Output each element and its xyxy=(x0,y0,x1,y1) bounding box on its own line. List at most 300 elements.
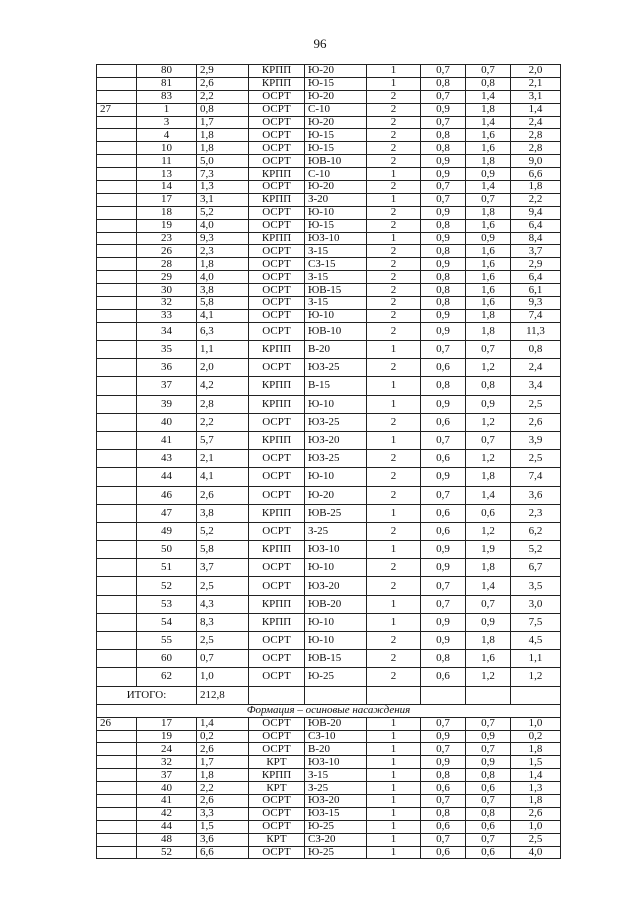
area-cell: 0,8 xyxy=(197,103,249,116)
slope-cell: З-15 xyxy=(305,769,367,782)
plot-number-cell: 35 xyxy=(137,341,197,359)
table-row xyxy=(97,782,561,795)
area-cell: 4,1 xyxy=(197,468,249,486)
site-cell xyxy=(97,782,137,795)
value-3-cell: 4,5 xyxy=(511,632,561,650)
area-cell: 5,2 xyxy=(197,206,249,219)
table-row xyxy=(97,142,561,155)
value-3-cell: 2,5 xyxy=(511,450,561,468)
table-row xyxy=(97,743,561,756)
plot-number-cell: 52 xyxy=(137,846,197,859)
value-2-cell: 0,7 xyxy=(466,65,511,78)
logging-type-cell: КРТ xyxy=(249,782,305,795)
logging-type-cell: ОСРТ xyxy=(249,206,305,219)
area-cell: 4,0 xyxy=(197,271,249,284)
logging-type-cell: КРТ xyxy=(249,833,305,846)
table-row xyxy=(97,632,561,650)
logging-type-cell: ОСРТ xyxy=(249,413,305,431)
table-row xyxy=(97,103,561,116)
area-cell: 1,5 xyxy=(197,820,249,833)
site-cell xyxy=(97,129,137,142)
logging-type-cell: ОСРТ xyxy=(249,743,305,756)
value-1-cell: 0,8 xyxy=(421,271,466,284)
value-2-cell: 0,7 xyxy=(466,833,511,846)
slope-cell: ЮЗ-20 xyxy=(305,577,367,595)
table-row xyxy=(97,450,561,468)
value-3-cell: 2,3 xyxy=(511,504,561,522)
section-heading-row xyxy=(97,704,561,717)
slope-cell: Ю-20 xyxy=(305,90,367,103)
value-1-cell: 0,6 xyxy=(421,668,466,686)
value-2-cell: 1,8 xyxy=(466,103,511,116)
slope-cell: Ю-15 xyxy=(305,129,367,142)
value-2-cell: 1,6 xyxy=(466,142,511,155)
logging-type-cell: ОСРТ xyxy=(249,807,305,820)
table-row xyxy=(97,168,561,181)
area-cell: 1,0 xyxy=(197,668,249,686)
logging-type-cell: КРПП xyxy=(249,613,305,631)
site-cell xyxy=(97,232,137,245)
plot-number-cell: 60 xyxy=(137,650,197,668)
logging-type-cell: ОСРТ xyxy=(249,486,305,504)
category-cell: 1 xyxy=(367,807,421,820)
plot-number-cell: 19 xyxy=(137,219,197,232)
area-cell: 2,1 xyxy=(197,450,249,468)
value-2-cell: 1,4 xyxy=(466,181,511,194)
site-cell xyxy=(97,309,137,322)
site-cell xyxy=(97,769,137,782)
slope-cell: ЮВ-15 xyxy=(305,650,367,668)
plot-number-cell: 30 xyxy=(137,284,197,297)
value-1-cell: 0,9 xyxy=(421,468,466,486)
plot-number-cell: 37 xyxy=(137,769,197,782)
table-row xyxy=(97,322,561,340)
area-cell: 0,7 xyxy=(197,650,249,668)
category-cell: 2 xyxy=(367,322,421,340)
area-cell: 2,5 xyxy=(197,577,249,595)
slope-cell: ЮВ-10 xyxy=(305,322,367,340)
value-1-cell: 0,9 xyxy=(421,206,466,219)
area-cell: 1,8 xyxy=(197,142,249,155)
logging-type-cell: ОСРТ xyxy=(249,90,305,103)
value-3-cell: 7,4 xyxy=(511,309,561,322)
value-1-cell: 0,8 xyxy=(421,129,466,142)
category-cell: 1 xyxy=(367,595,421,613)
category-cell: 1 xyxy=(367,833,421,846)
plot-number-cell: 34 xyxy=(137,322,197,340)
plot-number-cell: 23 xyxy=(137,232,197,245)
category-cell: 2 xyxy=(367,450,421,468)
logging-type-cell: ОСРТ xyxy=(249,155,305,168)
table-row xyxy=(97,559,561,577)
area-cell: 9,3 xyxy=(197,232,249,245)
logging-type-cell: КРПП xyxy=(249,769,305,782)
slope-cell: З-15 xyxy=(305,271,367,284)
table-row xyxy=(97,650,561,668)
value-2-cell: 0,9 xyxy=(466,730,511,743)
value-3-cell: 9,0 xyxy=(511,155,561,168)
value-2-cell: 0,8 xyxy=(466,769,511,782)
value-1-cell: 0,9 xyxy=(421,258,466,271)
table-row xyxy=(97,297,561,310)
table-row xyxy=(97,395,561,413)
value-3-cell: 3,6 xyxy=(511,486,561,504)
value-3-cell: 2,5 xyxy=(511,833,561,846)
value-1-cell: 0,7 xyxy=(421,595,466,613)
value-3-cell: 1,0 xyxy=(511,717,561,730)
value-3-cell: 2,4 xyxy=(511,359,561,377)
slope-cell: Ю-20 xyxy=(305,116,367,129)
section-heading: Формация – осиновые насаждения xyxy=(97,704,561,717)
slope-cell: ЮВ-25 xyxy=(305,504,367,522)
category-cell: 2 xyxy=(367,632,421,650)
site-cell xyxy=(97,794,137,807)
site-cell xyxy=(97,613,137,631)
table-row xyxy=(97,155,561,168)
site-cell xyxy=(97,595,137,613)
site-cell xyxy=(97,206,137,219)
area-cell: 7,3 xyxy=(197,168,249,181)
category-cell: 1 xyxy=(367,504,421,522)
empty-cell xyxy=(511,686,561,704)
value-2-cell: 0,7 xyxy=(466,431,511,449)
total-label: ИТОГО: xyxy=(97,686,197,704)
site-cell xyxy=(97,541,137,559)
category-cell: 2 xyxy=(367,142,421,155)
value-1-cell: 0,9 xyxy=(421,541,466,559)
value-1-cell: 0,6 xyxy=(421,846,466,859)
table-group-2 xyxy=(97,322,561,686)
category-cell: 2 xyxy=(367,155,421,168)
value-1-cell: 0,6 xyxy=(421,782,466,795)
slope-cell: Ю-10 xyxy=(305,309,367,322)
logging-type-cell: ОСРТ xyxy=(249,284,305,297)
value-2-cell: 1,8 xyxy=(466,632,511,650)
logging-type-cell: ОСРТ xyxy=(249,632,305,650)
value-3-cell: 8,4 xyxy=(511,232,561,245)
category-cell: 2 xyxy=(367,103,421,116)
logging-type-cell: ОСРТ xyxy=(249,297,305,310)
value-1-cell: 0,7 xyxy=(421,833,466,846)
site-cell xyxy=(97,377,137,395)
value-2-cell: 1,6 xyxy=(466,271,511,284)
logging-type-cell: КРТ xyxy=(249,756,305,769)
table-row xyxy=(97,504,561,522)
value-1-cell: 0,7 xyxy=(421,116,466,129)
logging-type-cell: ОСРТ xyxy=(249,559,305,577)
area-cell: 5,7 xyxy=(197,431,249,449)
value-2-cell: 1,8 xyxy=(466,322,511,340)
area-cell: 3,6 xyxy=(197,833,249,846)
page-number: 96 xyxy=(313,36,327,51)
slope-cell: СЗ-10 xyxy=(305,730,367,743)
area-cell: 3,7 xyxy=(197,559,249,577)
table-row xyxy=(97,181,561,194)
logging-type-cell: ОСРТ xyxy=(249,116,305,129)
logging-type-cell: ОСРТ xyxy=(249,245,305,258)
table-group-3 xyxy=(97,717,561,859)
value-3-cell: 3,7 xyxy=(511,245,561,258)
table-row xyxy=(97,413,561,431)
plot-number-cell: 46 xyxy=(137,486,197,504)
plot-number-cell: 29 xyxy=(137,271,197,284)
category-cell: 1 xyxy=(367,717,421,730)
value-1-cell: 0,7 xyxy=(421,193,466,206)
value-3-cell: 1,3 xyxy=(511,782,561,795)
plot-number-cell: 49 xyxy=(137,522,197,540)
value-1-cell: 0,9 xyxy=(421,395,466,413)
slope-cell: СЗ-15 xyxy=(305,258,367,271)
value-2-cell: 0,6 xyxy=(466,820,511,833)
value-2-cell: 1,6 xyxy=(466,129,511,142)
logging-type-cell: КРПП xyxy=(249,77,305,90)
site-cell xyxy=(97,271,137,284)
site-cell xyxy=(97,577,137,595)
category-cell: 1 xyxy=(367,541,421,559)
plot-number-cell: 17 xyxy=(137,193,197,206)
plot-number-cell: 18 xyxy=(137,206,197,219)
category-cell: 2 xyxy=(367,219,421,232)
category-cell: 1 xyxy=(367,77,421,90)
forest-plots-table xyxy=(96,64,561,859)
value-2-cell: 1,4 xyxy=(466,90,511,103)
area-cell: 5,0 xyxy=(197,155,249,168)
plot-number-cell: 41 xyxy=(137,431,197,449)
logging-type-cell: ОСРТ xyxy=(249,650,305,668)
category-cell: 2 xyxy=(367,309,421,322)
plot-number-cell: 36 xyxy=(137,359,197,377)
area-cell: 4,3 xyxy=(197,595,249,613)
value-3-cell: 6,6 xyxy=(511,168,561,181)
table-row xyxy=(97,756,561,769)
value-3-cell: 1,8 xyxy=(511,743,561,756)
value-1-cell: 0,8 xyxy=(421,377,466,395)
slope-cell: СЗ-20 xyxy=(305,833,367,846)
site-cell xyxy=(97,245,137,258)
category-cell: 1 xyxy=(367,168,421,181)
value-3-cell: 1,4 xyxy=(511,103,561,116)
value-3-cell: 3,4 xyxy=(511,377,561,395)
value-2-cell: 1,6 xyxy=(466,284,511,297)
table-row xyxy=(97,232,561,245)
logging-type-cell: ОСРТ xyxy=(249,129,305,142)
area-cell: 4,1 xyxy=(197,309,249,322)
table-row xyxy=(97,258,561,271)
table-row xyxy=(97,341,561,359)
slope-cell: ЮЗ-15 xyxy=(305,807,367,820)
area-cell: 1,4 xyxy=(197,717,249,730)
plot-number-cell: 40 xyxy=(137,782,197,795)
value-2-cell: 0,6 xyxy=(466,782,511,795)
plot-number-cell: 33 xyxy=(137,309,197,322)
area-cell: 1,8 xyxy=(197,769,249,782)
value-1-cell: 0,9 xyxy=(421,632,466,650)
area-cell: 2,6 xyxy=(197,794,249,807)
site-cell xyxy=(97,756,137,769)
logging-type-cell: ОСРТ xyxy=(249,271,305,284)
site-cell xyxy=(97,258,137,271)
plot-number-cell: 42 xyxy=(137,807,197,820)
site-cell xyxy=(97,193,137,206)
value-2-cell: 1,9 xyxy=(466,541,511,559)
logging-type-cell: ОСРТ xyxy=(249,846,305,859)
category-cell: 1 xyxy=(367,743,421,756)
value-3-cell: 1,1 xyxy=(511,650,561,668)
value-1-cell: 0,9 xyxy=(421,322,466,340)
logging-type-cell: КРПП xyxy=(249,395,305,413)
value-1-cell: 0,9 xyxy=(421,559,466,577)
area-cell: 6,6 xyxy=(197,846,249,859)
plot-number-cell: 54 xyxy=(137,613,197,631)
logging-type-cell: КРПП xyxy=(249,232,305,245)
slope-cell: Ю-20 xyxy=(305,181,367,194)
table-row xyxy=(97,717,561,730)
slope-cell: ЮВ-15 xyxy=(305,284,367,297)
logging-type-cell: ОСРТ xyxy=(249,820,305,833)
site-cell xyxy=(97,155,137,168)
table-row xyxy=(97,431,561,449)
plot-number-cell: 53 xyxy=(137,595,197,613)
value-1-cell: 0,7 xyxy=(421,431,466,449)
area-cell: 6,3 xyxy=(197,322,249,340)
area-cell: 8,3 xyxy=(197,613,249,631)
slope-cell: Ю-10 xyxy=(305,206,367,219)
site-cell xyxy=(97,284,137,297)
table-row xyxy=(97,486,561,504)
plot-number-cell: 10 xyxy=(137,142,197,155)
value-2-cell: 0,8 xyxy=(466,807,511,820)
site-cell xyxy=(97,431,137,449)
value-3-cell: 2,1 xyxy=(511,77,561,90)
plot-number-cell: 44 xyxy=(137,468,197,486)
slope-cell: Ю-20 xyxy=(305,65,367,78)
value-3-cell: 6,2 xyxy=(511,522,561,540)
table-row xyxy=(97,595,561,613)
value-1-cell: 0,7 xyxy=(421,341,466,359)
value-2-cell: 0,7 xyxy=(466,595,511,613)
category-cell: 2 xyxy=(367,522,421,540)
plot-number-cell: 37 xyxy=(137,377,197,395)
site-cell: 26 xyxy=(97,717,137,730)
site-cell xyxy=(97,522,137,540)
logging-type-cell: КРПП xyxy=(249,341,305,359)
plot-number-cell: 52 xyxy=(137,577,197,595)
slope-cell: Ю-10 xyxy=(305,395,367,413)
slope-cell: ЮЗ-10 xyxy=(305,541,367,559)
site-cell xyxy=(97,116,137,129)
site-cell xyxy=(97,359,137,377)
category-cell: 2 xyxy=(367,271,421,284)
plot-number-cell: 41 xyxy=(137,794,197,807)
slope-cell: З-25 xyxy=(305,782,367,795)
value-3-cell: 1,5 xyxy=(511,756,561,769)
category-cell: 2 xyxy=(367,284,421,297)
empty-cell xyxy=(421,686,466,704)
value-1-cell: 0,7 xyxy=(421,577,466,595)
value-2-cell: 1,8 xyxy=(466,309,511,322)
site-cell xyxy=(97,413,137,431)
value-1-cell: 0,6 xyxy=(421,504,466,522)
value-2-cell: 1,2 xyxy=(466,413,511,431)
table-row xyxy=(97,807,561,820)
category-cell: 2 xyxy=(367,577,421,595)
table-row xyxy=(97,769,561,782)
plot-number-cell: 81 xyxy=(137,77,197,90)
value-1-cell: 0,6 xyxy=(421,450,466,468)
plot-number-cell: 32 xyxy=(137,756,197,769)
value-2-cell: 1,6 xyxy=(466,245,511,258)
plot-number-cell: 43 xyxy=(137,450,197,468)
value-2-cell: 0,9 xyxy=(466,232,511,245)
site-cell xyxy=(97,468,137,486)
slope-cell: Ю-15 xyxy=(305,219,367,232)
empty-cell xyxy=(367,686,421,704)
logging-type-cell: ОСРТ xyxy=(249,309,305,322)
plot-number-cell: 32 xyxy=(137,297,197,310)
slope-cell: З-15 xyxy=(305,245,367,258)
value-2-cell: 0,7 xyxy=(466,193,511,206)
table-row xyxy=(97,65,561,78)
value-1-cell: 0,7 xyxy=(421,743,466,756)
area-cell: 2,2 xyxy=(197,90,249,103)
slope-cell: В-20 xyxy=(305,341,367,359)
value-3-cell: 7,5 xyxy=(511,613,561,631)
value-2-cell: 1,2 xyxy=(466,668,511,686)
plot-number-cell: 14 xyxy=(137,181,197,194)
logging-type-cell: КРПП xyxy=(249,65,305,78)
value-1-cell: 0,7 xyxy=(421,90,466,103)
logging-type-cell: ОСРТ xyxy=(249,468,305,486)
table-row xyxy=(97,613,561,631)
table-row xyxy=(97,245,561,258)
value-2-cell: 1,6 xyxy=(466,258,511,271)
slope-cell: З-20 xyxy=(305,193,367,206)
logging-type-cell: ОСРТ xyxy=(249,794,305,807)
value-3-cell: 1,8 xyxy=(511,794,561,807)
value-2-cell: 0,9 xyxy=(466,395,511,413)
table-row xyxy=(97,668,561,686)
logging-type-cell: ОСРТ xyxy=(249,258,305,271)
value-2-cell: 0,9 xyxy=(466,613,511,631)
plot-number-cell: 83 xyxy=(137,90,197,103)
plot-number-cell: 28 xyxy=(137,258,197,271)
value-1-cell: 0,8 xyxy=(421,219,466,232)
area-cell: 2,8 xyxy=(197,395,249,413)
value-3-cell: 6,4 xyxy=(511,271,561,284)
site-cell xyxy=(97,504,137,522)
area-cell: 1,3 xyxy=(197,181,249,194)
value-3-cell: 7,4 xyxy=(511,468,561,486)
total-row xyxy=(97,686,561,704)
plot-number-cell: 24 xyxy=(137,743,197,756)
category-cell: 2 xyxy=(367,650,421,668)
value-1-cell: 0,9 xyxy=(421,756,466,769)
value-2-cell: 1,2 xyxy=(466,359,511,377)
category-cell: 2 xyxy=(367,90,421,103)
plot-number-cell: 3 xyxy=(137,116,197,129)
value-3-cell: 5,2 xyxy=(511,541,561,559)
value-1-cell: 0,6 xyxy=(421,522,466,540)
table-row xyxy=(97,794,561,807)
table-row xyxy=(97,820,561,833)
logging-type-cell: ОСРТ xyxy=(249,103,305,116)
value-2-cell: 0,8 xyxy=(466,77,511,90)
plot-number-cell: 39 xyxy=(137,395,197,413)
site-cell xyxy=(97,341,137,359)
site-cell xyxy=(97,168,137,181)
site-cell xyxy=(97,181,137,194)
value-1-cell: 0,9 xyxy=(421,232,466,245)
